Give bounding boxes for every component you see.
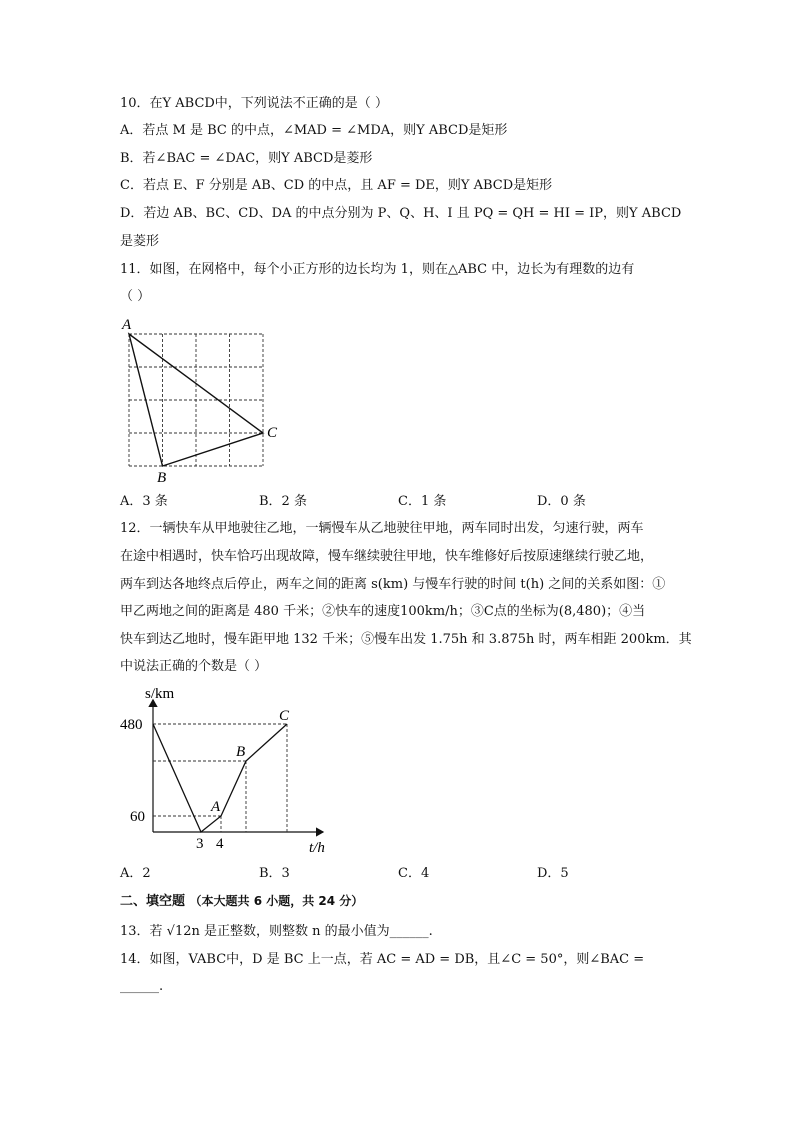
q12-option-c: C．4: [398, 866, 430, 881]
label-a: A: [122, 317, 132, 333]
q12-line6: 中说法正确的个数是（ ）: [120, 659, 268, 674]
section-2-note: （本大题共 6 小题，共 24 分）: [189, 894, 364, 908]
q12-line3: 两车到达各地终点后停止，两车之间的距离 s(km) 与慢车行驶的时间 t(h) 之间的关系如图：①: [120, 577, 666, 592]
point-c-label: C: [279, 708, 290, 724]
q14-line2: ______.: [120, 979, 164, 994]
q10-option-b: B．若∠BAC = ∠DAC，则Y ABCD是菱形: [120, 151, 373, 166]
ylabel: s/km: [145, 686, 175, 702]
q10-option-d-line1: D．若边 AB、BC、CD、DA 的中点分别为 P、Q、H、I 且 PQ = QH = HI = IP，则Y ABCD: [120, 206, 682, 221]
point-a-label: A: [211, 799, 221, 815]
q12-option-a: A．2: [120, 866, 151, 881]
q12-option-b: B．3: [259, 866, 290, 881]
q10-option-d-line2: 是菱形: [120, 234, 160, 249]
q12-line2: 在途中相遇时，快车恰巧出现故障，慢车继续驶往甲地，快车维修好后按原速继续行驶乙地，: [120, 549, 654, 564]
y-tick-480: 480: [120, 717, 143, 733]
point-b-label: B: [236, 744, 246, 760]
q11-grid-figure: [115, 312, 290, 487]
q11-option-d: D．0 条: [537, 494, 586, 509]
q11-stem: 11．如图，在网格中，每个小正方形的边长均为 1，则在△ABC 中，边长为有理数的边有: [120, 262, 635, 277]
q13-text: 13．若 √12n 是正整数，则整数 n 的最小值为______.: [120, 924, 433, 939]
q12-line4: 甲乙两地之间的距离是 480 千米；②快车的速度100km/h；③C点的坐标为(8,480)；④当: [120, 604, 646, 619]
q10-option-a: A．若点 M 是 BC 的中点，∠MAD = ∠MDA，则Y ABCD是矩形: [120, 123, 508, 138]
q12-option-d: D．5: [537, 866, 569, 881]
q11-option-c: C．1 条: [398, 494, 447, 509]
xlabel: t/h: [309, 840, 325, 856]
q11-option-a: A．3 条: [120, 494, 168, 509]
section-2-title: 二、填空题: [120, 894, 186, 909]
y-tick-60: 60: [130, 809, 145, 825]
label-c: C: [267, 425, 278, 441]
grid-lines: [129, 334, 263, 466]
q12-distance-time-graph: [115, 684, 340, 856]
label-b: B: [157, 470, 167, 486]
x-tick-3: 3: [196, 836, 204, 852]
q14-line1: 14．如图，VABC中，D 是 BC 上一点，若 AC = AD = DB，且∠C = 50°，则∠BAC =: [120, 952, 645, 967]
section-2-heading: [120, 892, 363, 911]
q10-stem: 10．在Y ABCD中，下列说法不正确的是（ ）: [120, 96, 388, 111]
q11-option-b: B．2 条: [259, 494, 307, 509]
q10-option-c: C．若点 E、F 分别是 AB、CD 的中点，且 AF = DE，则Y ABCD是矩形: [120, 178, 553, 193]
x-tick-4: 4: [216, 836, 224, 852]
q12-line1: 12．一辆快车从甲地驶往乙地，一辆慢车从乙地驶往甲地，两车同时出发，匀速行驶，两车: [120, 521, 644, 536]
q11-paren: （ ）: [120, 289, 151, 304]
q12-line5: 快车到达乙地时，慢车距甲地 132 千米；⑤慢车出发 1.75h 和 3.875h 时，两车相距 200km．其: [120, 632, 692, 647]
